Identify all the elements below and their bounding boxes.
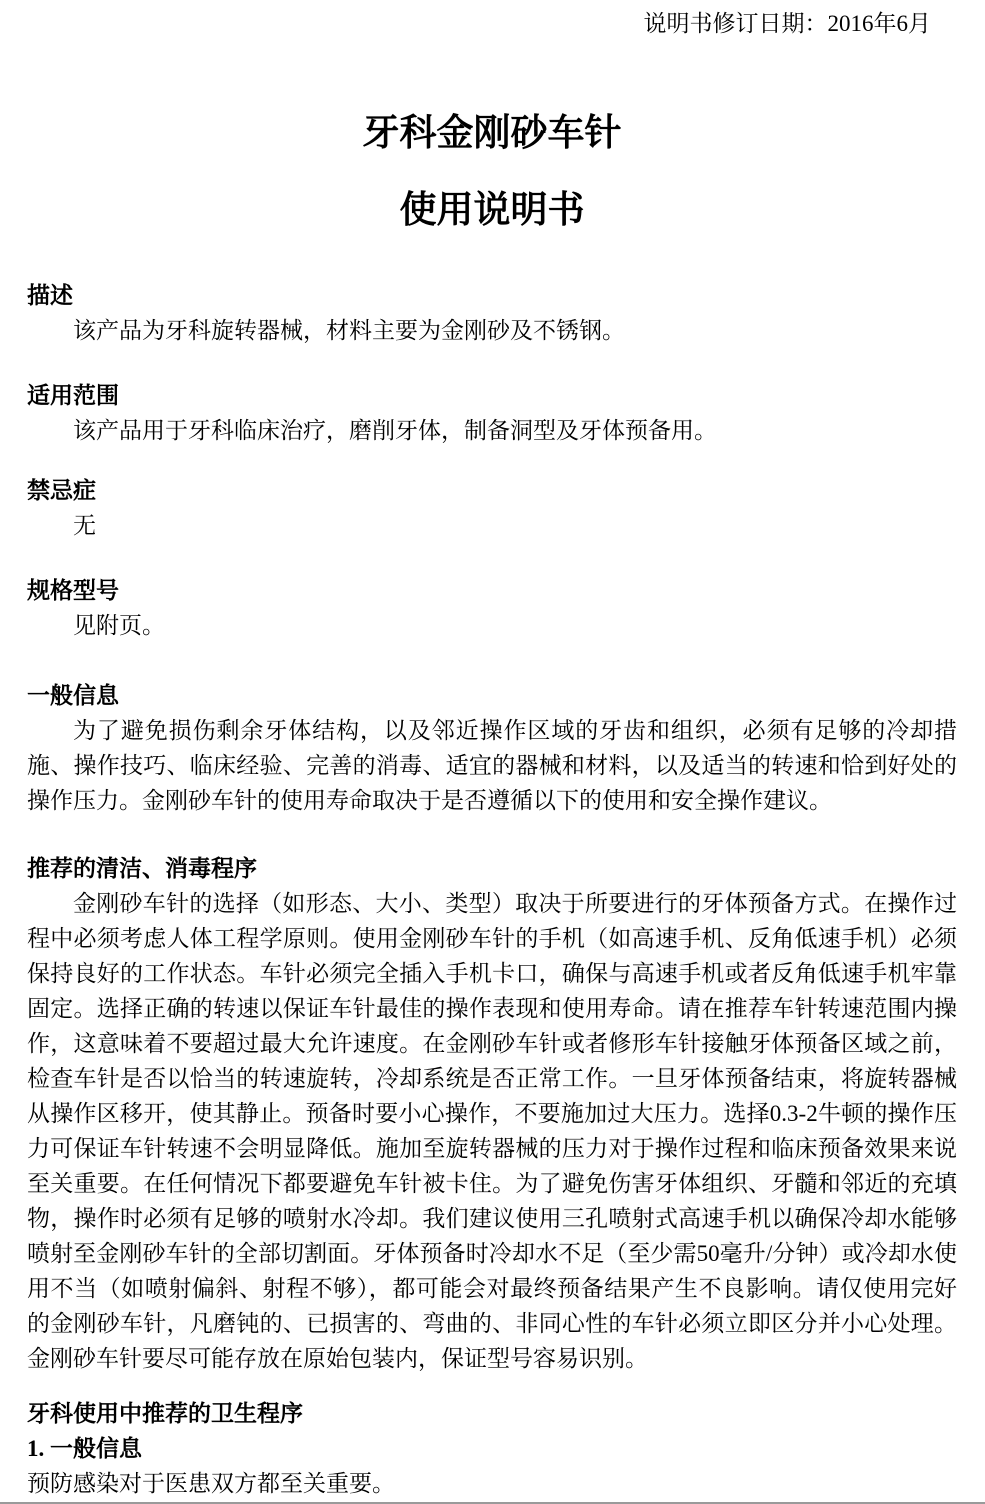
section-intended-use-heading: 适用范围 — [27, 383, 119, 408]
section-dental-hygiene-body: 预防感染对于医患双方都至关重要。 — [27, 1471, 395, 1496]
revision-date-note: 说明书修订日期：2016年6月 — [643, 11, 931, 36]
section-contraindications-heading: 禁忌症 — [27, 478, 96, 503]
document-title: 牙科金刚砂车针 — [362, 113, 622, 154]
section-specifications-heading: 规格型号 — [27, 578, 119, 603]
section-cleaning-disinfection-body: 金刚砂车针的选择（如形态、大小、类型）取决于所要进行的牙体预备方式。在操作过程中必须考虑人体工程学原则。使用金刚砂车针的手机（如高速手机、反角低速手机）必须保持良好的工作状态。车针必须完全插入手机卡口，确保与高速手机或者反角低速手机牢靠固定。选择正确的转速以保证车针最佳的操作表现和使用寿命。请在推荐车针转速范围内操作，这意味着不要超过最大允许速度。在金刚砂车针或者修形车针接触牙体预备区域之前，检查车针是否以恰当的转速旋转，冷却系统是否正常工作。一旦牙体预备结束，将旋转器械从操作区移开，使其静止。预备时要小心操作，不要施加过大压力。选择0.3-2牛顿的操作压力可保证车针转速不会明显降低。施加至旋转器械的压力对于操作过程和临床预备效果来说至关重要。在任何情况下都要避免车针被卡住。为了避免伤害牙体组织、牙髓和邻近的充填物，操作时必须有足够的喷射水冷却。我们建议使用三孔喷射式高速手机以确保冷却水能够喷射至金刚砂车针的全部切割面。牙体预备时冷却水不足（至少需50毫升/分钟）或冷却水使用不当（如喷射偏斜、射程不够），都可能会对最终预备结果产生不良影响。请仅使用完好的金刚砂车针，凡磨钝的、已损害的、弯曲的、非同心性的车针必须立即区分并小心处理。金刚砂车针要尽可能存放在原始包装内，保证型号容易识别。 — [27, 891, 957, 1371]
section-specifications — [27, 573, 957, 643]
section-contraindications — [27, 473, 957, 543]
section-cleaning-disinfection-heading: 推荐的清洁、消毒程序 — [27, 856, 257, 881]
section-contraindications-body: 无 — [73, 513, 96, 538]
section-description-body: 该产品为牙科旋转器械，材料主要为金刚砂及不锈钢。 — [73, 318, 625, 343]
section-dental-hygiene-procedures — [27, 1396, 957, 1501]
section-dental-hygiene-subheading: 1. 一般信息 — [27, 1436, 142, 1461]
section-specifications-body: 见附页。 — [73, 613, 165, 638]
section-description — [27, 278, 957, 348]
document-subtitle: 使用说明书 — [399, 190, 585, 231]
section-dental-hygiene-heading: 牙科使用中推荐的卫生程序 — [27, 1401, 303, 1426]
section-description-heading: 描述 — [27, 283, 73, 308]
section-intended-use-body: 该产品用于牙科临床治疗，磨削牙体，制备洞型及牙体预备用。 — [73, 418, 717, 443]
section-general-information — [27, 678, 957, 818]
section-general-information-body: 为了避免损伤剩余牙体结构，以及邻近操作区域的牙齿和组织，必须有足够的冷却措施、操作技巧、临床经验、完善的消毒、适宜的器械和材料，以及适当的转速和恰到好处的操作压力。金刚砂车针的使用寿命取决于是否遵循以下的使用和安全操作建议。 — [27, 718, 957, 813]
section-general-information-heading: 一般信息 — [27, 683, 119, 708]
section-intended-use — [27, 378, 957, 448]
section-cleaning-disinfection — [27, 851, 957, 1376]
